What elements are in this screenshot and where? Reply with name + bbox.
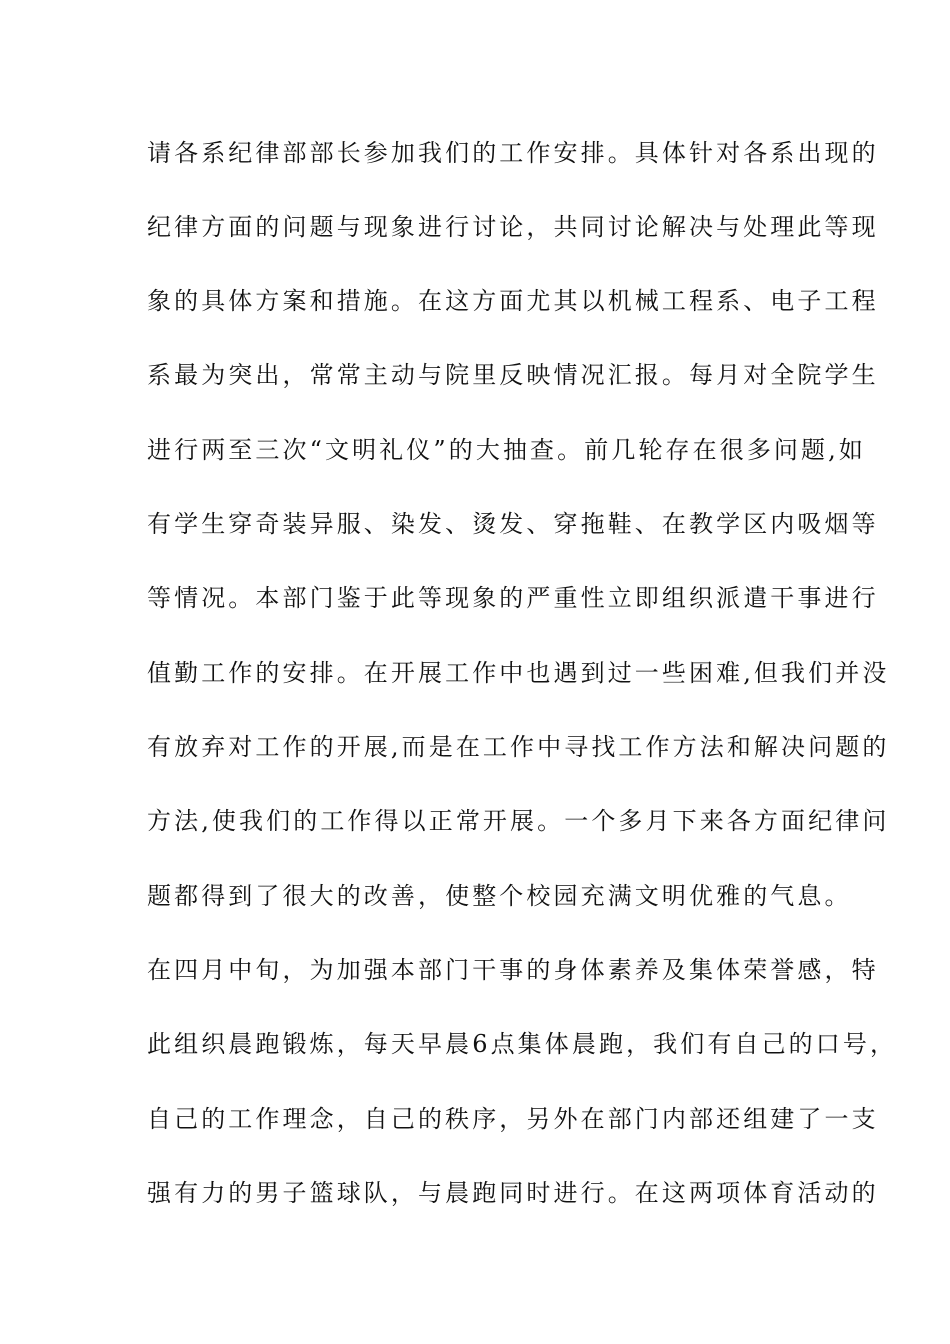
text-line: 此组织晨跑锻炼，每天早晨6点集体晨跑，我们有自己的口号， bbox=[147, 1030, 898, 1058]
text-line: 进行两至三次“文明礼仪”的大抽查。前几轮存在很多问题,如 bbox=[147, 436, 866, 464]
text-line: 等情况。本部门鉴于此等现象的严重性立即组织派遣干事进行 bbox=[147, 584, 879, 612]
text-line: 自己的工作理念，自己的秩序，另外在部门内部还组建了一支 bbox=[147, 1105, 879, 1133]
text-line: 纪律方面的问题与现象进行讨论，共同讨论解决与处理此等现 bbox=[147, 213, 879, 241]
text-line: 象的具体方案和措施。在这方面尤其以机械工程系、电子工程 bbox=[147, 287, 879, 315]
text-line: 值勤工作的安排。在开展工作中也遇到过一些困难,但我们并没 bbox=[147, 659, 890, 687]
text-line: 题都得到了很大的改善，使整个校园充满文明优雅的气息。 bbox=[147, 882, 852, 910]
text-line: 强有力的男子篮球队，与晨跑同时进行。在这两项体育活动的 bbox=[147, 1179, 879, 1207]
text-line: 有学生穿奇装异服、染发、烫发、穿拖鞋、在教学区内吸烟等 bbox=[147, 510, 879, 538]
text-line: 在四月中旬，为加强本部门干事的身体素养及集体荣誉感，特 bbox=[147, 956, 879, 984]
text-line: 方法,使我们的工作得以正常开展。一个多月下来各方面纪律问 bbox=[147, 807, 890, 835]
text-line: 有放弃对工作的开展,而是在工作中寻找工作方法和解决问题的 bbox=[147, 733, 890, 761]
text-line: 系最为突出，常常主动与院里反映情况汇报。每月对全院学生 bbox=[147, 361, 879, 389]
text-line: 请各系纪律部部长参加我们的工作安排。具体针对各系出现的 bbox=[147, 139, 879, 167]
